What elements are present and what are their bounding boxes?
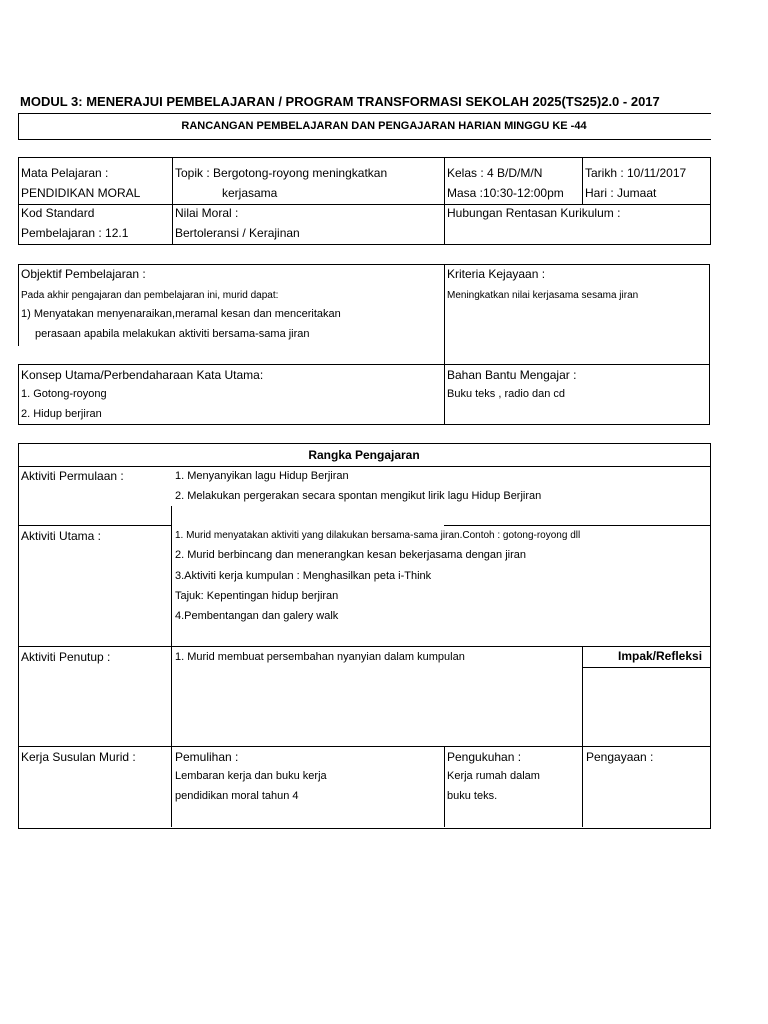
remedial-item: pendidikan moral tahun 4: [175, 790, 299, 802]
main-activity-label: Aktiviti Utama :: [21, 529, 102, 543]
module-title: MODUL 3: MENERAJUI PEMBELAJARAN / PROGRAM TRANSFORMASI SEKOLAH 2025(TS25)2.0 - 2017: [20, 94, 660, 109]
standard-value: Pembelajaran : 12.1: [21, 226, 129, 240]
day-label: Hari : Jumaat: [585, 186, 657, 200]
remedial-label: Pemulihan :: [175, 750, 239, 764]
objective-item-line2: perasaan apabila melakukan aktiviti bersama-sama jiran: [35, 328, 310, 340]
main-activity-item: 1. Murid menyatakan aktiviti yang dilakukan bersama-sama jiran.Contoh : gotong-royong dll: [175, 530, 581, 541]
concept-label: Konsep Utama/Perbendaharaan Kata Utama:: [21, 368, 264, 382]
objectives-label: Objektif Pembelajaran :: [21, 267, 146, 281]
class-label: Kelas : 4 B/D/M/N: [447, 166, 543, 180]
curriculum-label: Hubungan Rentasan Kurikulum :: [447, 206, 621, 220]
main-activity-item: 3.Aktiviti kerja kumpulan : Menghasilkan peta i-Think: [175, 570, 432, 582]
materials-value: Buku teks , radio dan cd: [447, 388, 566, 400]
time-label: Masa :10:30-12:00pm: [447, 186, 564, 200]
objective-item-line1: 1) Menyatakan menyenaraikan,meramal kesan dan menceritakan: [21, 308, 341, 320]
opening-activity-item: 1. Menyanyikan lagu Hidup Berjiran: [175, 470, 349, 482]
enrichment-label: Pengayaan :: [586, 750, 654, 764]
closing-activity-label: Aktiviti Penutup :: [21, 650, 111, 664]
materials-label: Bahan Bantu Mengajar :: [447, 368, 577, 382]
framework-title: Rangka Pengajaran: [308, 448, 420, 462]
main-activity-item: Tajuk: Kepentingan hidup berjiran: [175, 590, 339, 602]
closing-activity-item: 1. Murid membuat persembahan nyanyian dalam kumpulan: [175, 651, 465, 663]
objectives-table: [18, 264, 710, 425]
opening-activity-item: 2. Melakukan pergerakan secara spontan mengikut lirik lagu Hidup Berjiran: [175, 490, 542, 502]
success-criteria-label: Kriteria Kejayaan :: [447, 267, 546, 281]
followup-label: Kerja Susulan Murid :: [21, 750, 136, 764]
topic-value: kerjasama: [222, 186, 278, 200]
reinforcement-item: buku teks.: [447, 790, 498, 802]
main-activity-item: 2. Murid berbincang dan menerangkan kesan bekerjasama dengan jiran: [175, 549, 527, 561]
topic-label: Topik : Bergotong-royong meningkatkan: [175, 166, 388, 180]
concept-item: 2. Hidup berjiran: [21, 408, 102, 420]
opening-activity-label: Aktiviti Permulaan :: [21, 469, 124, 483]
remedial-item: Lembaran kerja dan buku kerja: [175, 770, 327, 782]
moral-label: Nilai Moral :: [175, 206, 239, 220]
main-activity-item: 4.Pembentangan dan galery walk: [175, 610, 339, 622]
standard-label: Kod Standard: [21, 206, 95, 220]
subject-label: Mata Pelajaran :: [21, 166, 109, 180]
impact-reflection-label: Impak/Refleksi: [618, 649, 703, 663]
objectives-intro: Pada akhir pengajaran dan pembelajaran ini, murid dapat:: [21, 290, 279, 301]
date-label: Tarikh : 10/11/2017: [585, 166, 687, 180]
concept-item: 1. Gotong-royong: [21, 388, 107, 400]
plan-title: RANCANGAN PEMBELAJARAN DAN PENGAJARAN HARIAN MINGGU KE -44: [181, 120, 587, 132]
moral-value: Bertoleransi / Kerajinan: [175, 226, 300, 240]
reinforcement-item: Kerja rumah dalam: [447, 770, 540, 782]
subject-value: PENDIDIKAN MORAL: [21, 186, 141, 200]
reinforcement-label: Pengukuhan :: [447, 750, 522, 764]
success-criteria-value: Meningkatkan nilai kerjasama sesama jiran: [447, 290, 639, 301]
